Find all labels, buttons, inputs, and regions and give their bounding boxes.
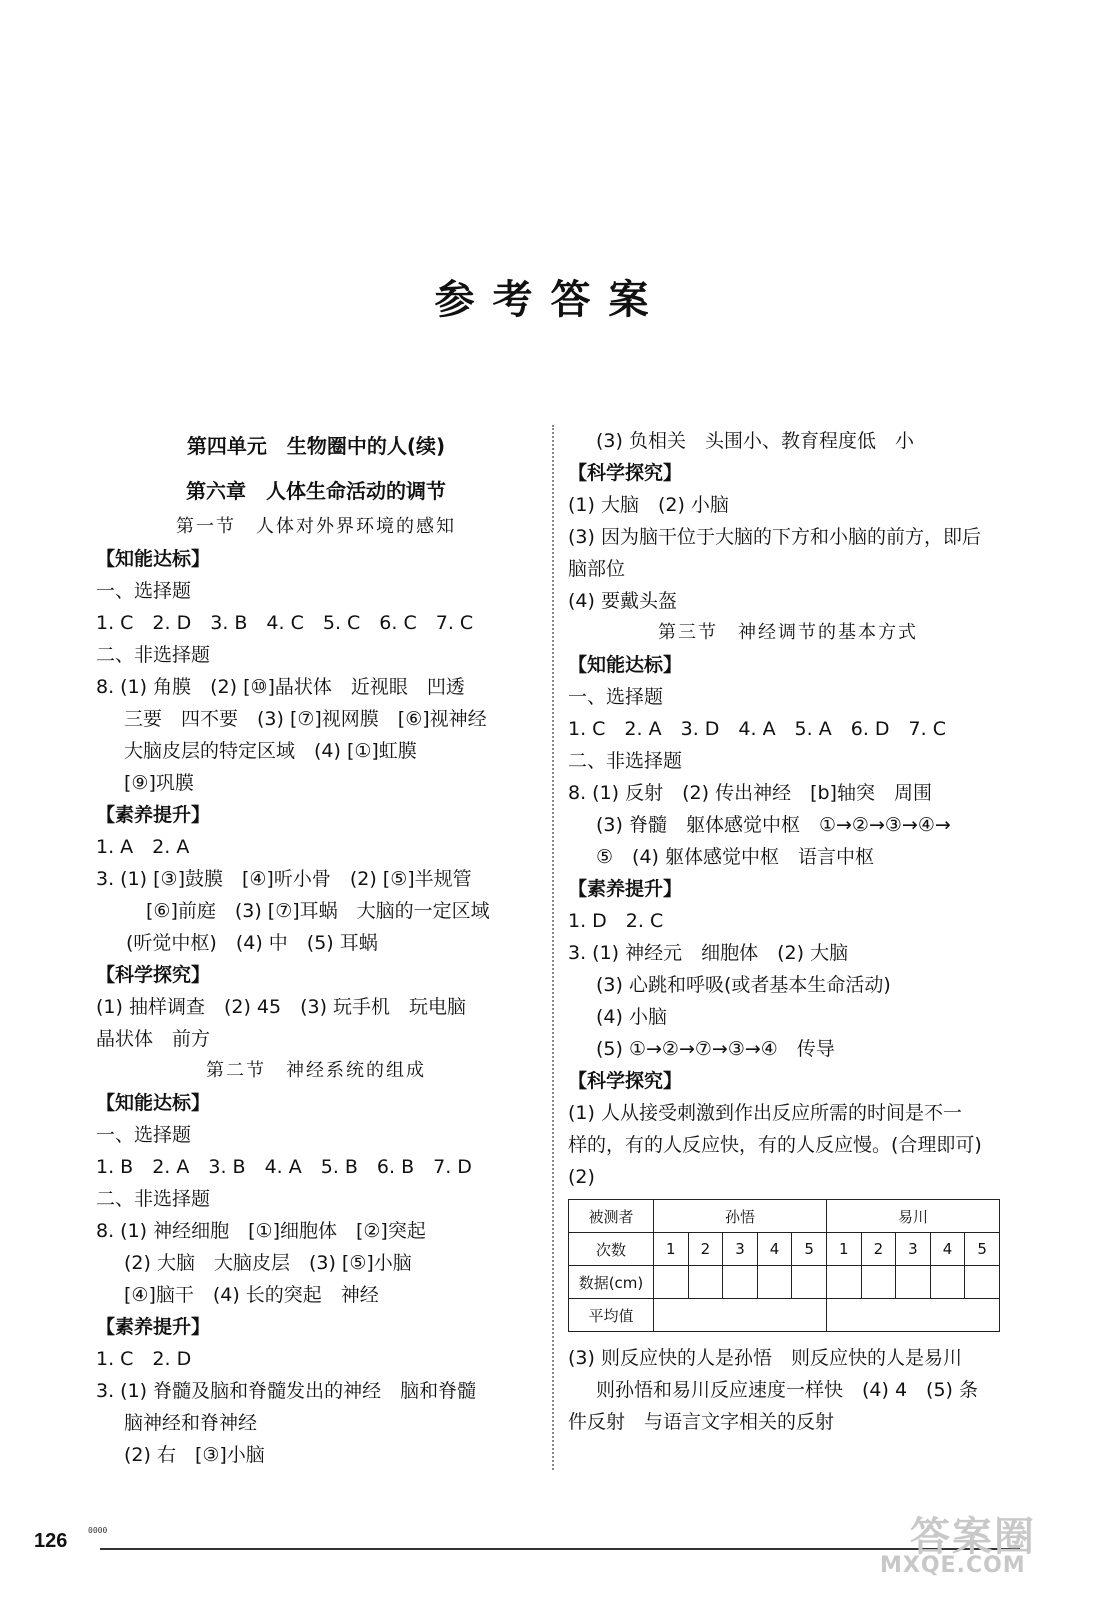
category-tag: 【知能达标】 — [96, 1092, 211, 1114]
category-tag: 【科学探究】 — [568, 462, 683, 484]
answer-line: 8. (1) 反射 (2) 传出神经 [b]轴突 周围 — [568, 782, 932, 804]
table-row — [569, 1266, 1000, 1299]
answer-line: (2) 右 [③]小脑 — [124, 1444, 265, 1466]
table-cell — [826, 1266, 861, 1299]
table-header-times: 次数 — [569, 1233, 654, 1266]
answer-line: (1) 人从接受刺激到作出反应所需的时间是不一 — [568, 1102, 962, 1124]
answer-line: (2) 大脑 大脑皮层 (3) [⑤]小脑 — [124, 1252, 412, 1274]
right-column — [568, 425, 1008, 1438]
table-row — [569, 1200, 1000, 1233]
answer-line: (4) 要戴头盔 — [568, 590, 677, 612]
answer-line: 二、非选择题 — [96, 1188, 211, 1210]
table-header-average: 平均值 — [569, 1299, 654, 1332]
reaction-time-table — [568, 1199, 1000, 1332]
answer-line: 1. B 2. A 3. B 4. A 5. B 6. B 7. D — [96, 1156, 472, 1178]
answer-line: 脑部位 — [568, 558, 626, 580]
table-cell — [654, 1266, 689, 1299]
page-number: 126 — [34, 1530, 68, 1552]
watermark-title: 答案圈 — [910, 1514, 1036, 1560]
answer-line: (1) 大脑 (2) 小脑 — [568, 494, 729, 516]
answer-line: (2) — [568, 1166, 595, 1188]
table-cell — [688, 1266, 723, 1299]
answer-line: 8. (1) 神经细胞 [①]细胞体 [②]突起 — [96, 1220, 426, 1242]
answer-line: 3. (1) 脊髓及脑和脊髓发出的神经 脑和脊髓 — [96, 1380, 477, 1402]
answer-line: (4) 小脑 — [596, 1006, 667, 1028]
table-cell — [930, 1266, 965, 1299]
table-cell: 5 — [965, 1233, 1000, 1266]
answer-line: [④]脑干 (4) 长的突起 神经 — [124, 1284, 379, 1306]
watermark-logo — [880, 1505, 1080, 1590]
table-cell — [757, 1266, 792, 1299]
table-cell: 3 — [896, 1233, 931, 1266]
section-heading: 第一节 人体对外界环境的感知 — [176, 516, 456, 537]
answer-line: 三要 四不要 (3) [⑦]视网膜 [⑥]视神经 — [124, 708, 487, 730]
table-cell: 4 — [930, 1233, 965, 1266]
table-row — [569, 1233, 1000, 1266]
table-cell — [826, 1299, 999, 1332]
category-tag: 【知能达标】 — [568, 654, 683, 676]
answer-line: 样的，有的人反应快，有的人反应慢。(合理即可) — [568, 1134, 982, 1156]
category-tag: 【素养提升】 — [568, 878, 683, 900]
section-heading: 第二节 神经系统的组成 — [206, 1060, 426, 1081]
watermark-url: MXQE.COM — [880, 1553, 1026, 1578]
answer-line: (3) 脊髓 躯体感觉中枢 ①→②→③→④→ — [596, 814, 951, 836]
table-cell: 5 — [792, 1233, 827, 1266]
table-cell: 2 — [861, 1233, 896, 1266]
answer-line: 件反射 与语言文字相关的反射 — [568, 1411, 835, 1433]
answer-line: (3) 心跳和呼吸(或者基本生命活动) — [596, 974, 891, 996]
answer-line: (3) 则反应快的人是孙悟 则反应快的人是易川 — [568, 1347, 962, 1369]
table-header-data: 数据(cm) — [569, 1266, 654, 1299]
answer-line: 8. (1) 角膜 (2) [⑩]晶状体 近视眼 凹透 — [96, 676, 465, 698]
table-cell: 1 — [826, 1233, 861, 1266]
answer-line: 1. D 2. C — [568, 910, 664, 932]
answer-line: 晶状体 前方 — [96, 1028, 211, 1050]
answer-line: ⑤ (4) 躯体感觉中枢 语言中枢 — [596, 846, 874, 868]
answer-line: (5) ①→②→⑦→③→④ 传导 — [596, 1038, 835, 1060]
table-cell: 4 — [757, 1233, 792, 1266]
answer-line: (1) 抽样调查 (2) 45 (3) 玩手机 玩电脑 — [96, 996, 467, 1018]
right-column-top — [568, 425, 1008, 1193]
answer-line: [⑨]巩膜 — [124, 772, 194, 794]
table-cell — [654, 1299, 827, 1332]
answer-line: (3) 负相关 头围小、教育程度低 小 — [596, 430, 914, 452]
answer-line: 大脑皮层的特定区域 (4) [①]虹膜 — [124, 740, 417, 762]
reaction-table-wrap — [568, 1193, 1008, 1342]
unit-heading: 第四单元 生物圈中的人(续) — [186, 434, 446, 458]
category-tag: 【素养提升】 — [96, 1316, 211, 1338]
category-tag: 【知能达标】 — [96, 548, 211, 570]
category-tag: 【科学探究】 — [568, 1070, 683, 1092]
answer-line: 3. (1) [③]鼓膜 [④]听小骨 (2) [⑤]半规管 — [96, 868, 472, 890]
answer-line: 脑神经和脊神经 — [124, 1412, 258, 1434]
answer-line: 3. (1) 神经元 细胞体 (2) 大脑 — [568, 942, 849, 964]
left-column — [96, 425, 536, 1471]
answer-line: 二、非选择题 — [568, 750, 683, 772]
answer-line: 一、选择题 — [96, 580, 192, 602]
table-header-person-1: 孙悟 — [654, 1200, 827, 1233]
table-cell — [723, 1266, 758, 1299]
table-cell: 3 — [723, 1233, 758, 1266]
chapter-heading: 第六章 人体生命活动的调节 — [186, 479, 446, 503]
answer-line: 1. C 2. A 3. D 4. A 5. A 6. D 7. C — [568, 718, 946, 740]
answer-line: 1. C 2. D — [96, 1348, 192, 1370]
table-cell: 2 — [688, 1233, 723, 1266]
category-tag: 【素养提升】 — [96, 804, 211, 826]
table-header-person-2: 易川 — [826, 1200, 999, 1233]
answer-line: 一、选择题 — [96, 1124, 192, 1146]
right-column-bottom — [568, 1342, 1008, 1438]
category-tag: 【科学探究】 — [96, 964, 211, 986]
table-cell — [896, 1266, 931, 1299]
column-divider — [552, 425, 554, 1470]
answer-line: (3) 因为脑干位于大脑的下方和小脑的前方，即后 — [568, 526, 981, 548]
answer-line: 1. A 2. A — [96, 836, 190, 858]
table-header-subject: 被测者 — [569, 1200, 654, 1233]
footer-dots: 0000 — [88, 1526, 108, 1535]
table-cell: 1 — [654, 1233, 689, 1266]
table-cell — [792, 1266, 827, 1299]
table-cell — [965, 1266, 1000, 1299]
answer-line: 则孙悟和易川反应速度一样快 (4) 4 (5) 条 — [596, 1379, 978, 1401]
answer-line: 1. C 2. D 3. B 4. C 5. C 6. C 7. C — [96, 612, 474, 634]
page-title: 参考答案 — [434, 276, 667, 323]
table-cell — [861, 1266, 896, 1299]
answer-line: (听觉中枢) (4) 中 (5) 耳蜗 — [126, 932, 378, 954]
table-row — [569, 1299, 1000, 1332]
section-heading: 第三节 神经调节的基本方式 — [658, 622, 918, 643]
answer-line: [⑥]前庭 (3) [⑦]耳蜗 大脑的一定区域 — [146, 900, 490, 922]
answer-line: 一、选择题 — [568, 686, 664, 708]
answer-line: 二、非选择题 — [96, 644, 211, 666]
